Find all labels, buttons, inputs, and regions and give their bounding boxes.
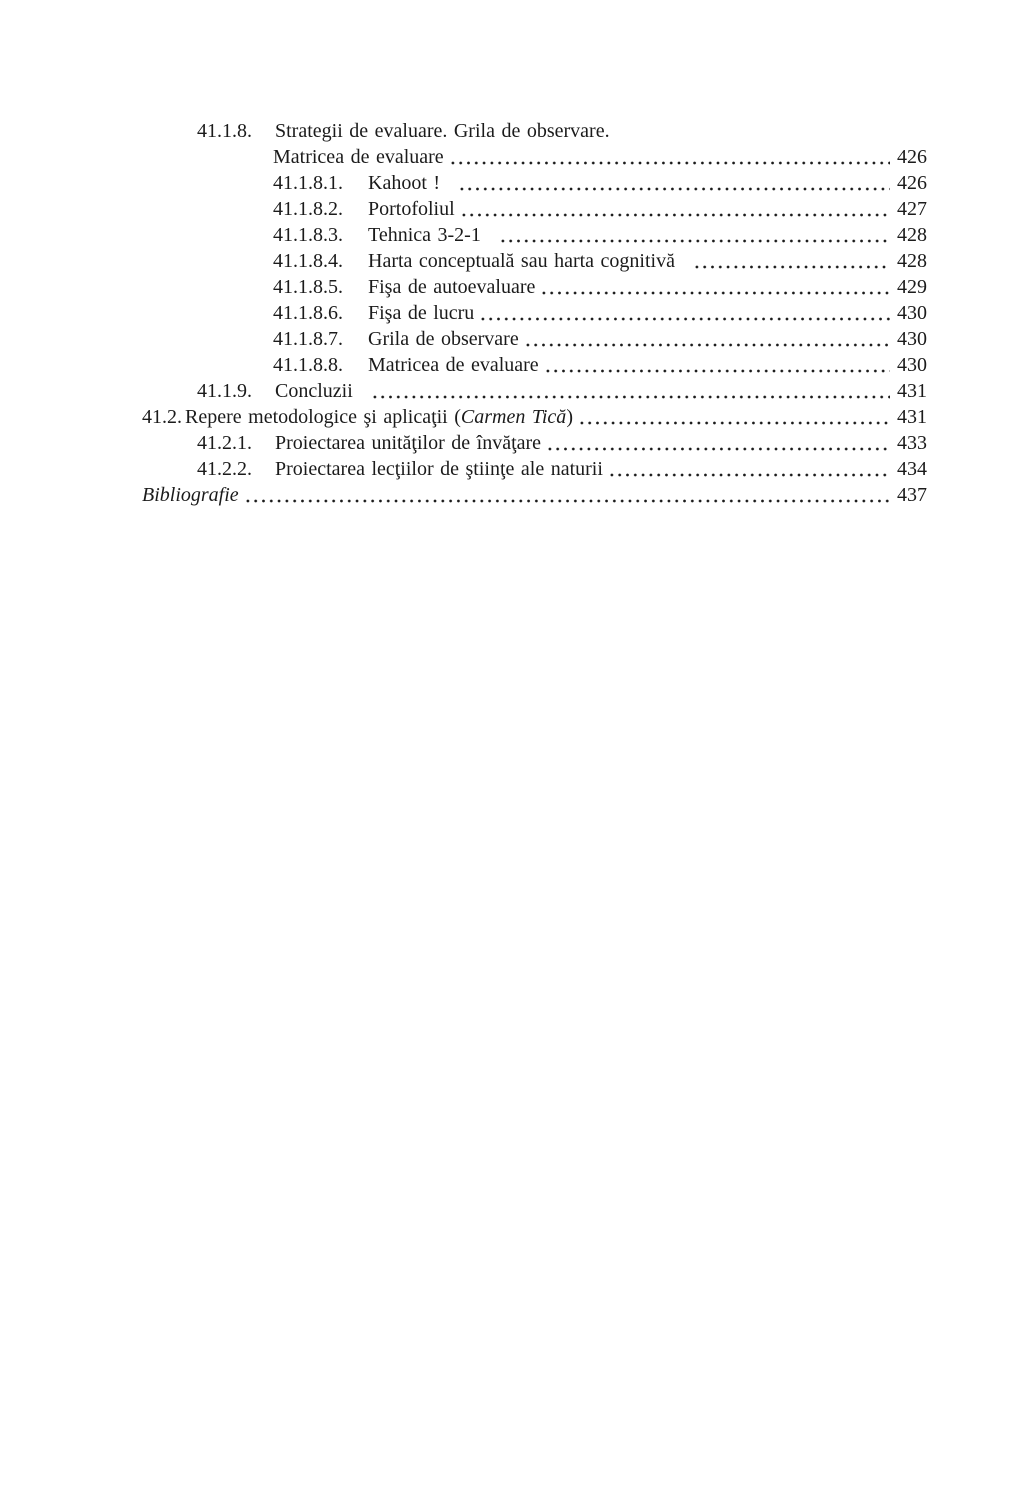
- toc-entry: [142, 378, 927, 404]
- toc-entry-page-number: 434: [897, 458, 927, 480]
- toc-entry: [142, 196, 927, 222]
- toc-entry-title-text: Concluzii: [275, 380, 353, 402]
- toc-entry-page-number: 428: [897, 224, 927, 246]
- dot-leader: [479, 317, 890, 321]
- dot-leader: [458, 187, 890, 191]
- toc-entry-page-number: 426: [897, 172, 927, 194]
- toc-entry-title[interactable]: [273, 144, 444, 170]
- dot-leader: [371, 395, 890, 399]
- toc-entry: [142, 430, 927, 456]
- toc-entry-title[interactable]: [275, 378, 353, 404]
- toc-entry-page-number: 426: [897, 146, 927, 168]
- dot-leader: [499, 239, 890, 243]
- toc-entry-title[interactable]: [368, 326, 519, 352]
- toc-entry-title-italic: Bibliografie: [142, 484, 239, 506]
- toc-entry: [142, 456, 927, 482]
- toc-entry-title-text: Portofoliul: [368, 198, 455, 220]
- dot-leader: [546, 447, 890, 451]
- toc-entry-page-number: 427: [897, 198, 927, 220]
- toc-entry: [142, 144, 927, 170]
- toc-entry-title[interactable]: [368, 300, 474, 326]
- toc-entry-title[interactable]: [275, 456, 603, 482]
- toc-entry-title-text: Proiectarea lecţiilor de ştiinţe ale naturii: [275, 458, 603, 480]
- dot-leader: [544, 369, 890, 373]
- toc-entry-title-text: Proiectarea unităţilor de învăţare: [275, 432, 542, 454]
- dot-leader: [693, 265, 890, 269]
- toc-entry-number: 41.1.8.3.: [273, 224, 343, 246]
- toc-entry-title-text: Fişa de autoevaluare: [368, 276, 536, 298]
- toc-entry-number: 41.2.: [142, 406, 182, 428]
- toc-entry-title[interactable]: [275, 118, 610, 144]
- toc-entry: [142, 170, 927, 196]
- toc-entry-number: 41.1.8.: [197, 120, 252, 142]
- toc-entry-number: 41.1.8.1.: [273, 172, 343, 194]
- toc-entry-page-number: 430: [897, 328, 927, 350]
- toc-entry: [142, 274, 927, 300]
- dot-leader: [608, 473, 890, 477]
- toc-entry-page-number: 429: [897, 276, 927, 298]
- toc-entry-title-text: Tehnica 3-2-1: [368, 224, 481, 246]
- toc-entry-number: 41.1.8.4.: [273, 250, 343, 272]
- toc-entry-title-text: Kahoot !: [368, 172, 441, 194]
- dot-leader: [449, 161, 890, 165]
- toc-entry-title[interactable]: [368, 222, 481, 248]
- toc-entry-title-text: ): [566, 406, 573, 428]
- toc-entry-page-number: 430: [897, 354, 927, 376]
- toc-entry-number: 41.1.9.: [197, 380, 252, 402]
- toc-entry-title-text: Harta conceptuală sau harta cognitivă: [368, 250, 675, 272]
- toc-entry: [142, 352, 927, 378]
- toc-entry-page-number: 437: [897, 484, 927, 506]
- toc-entry-title[interactable]: [185, 404, 573, 430]
- toc-entry-title-text: Repere metodologice şi aplicaţii (: [185, 406, 461, 428]
- toc-entry-number: 41.1.8.5.: [273, 276, 343, 298]
- toc-entry-page-number: 430: [897, 302, 927, 324]
- dot-leader: [578, 421, 890, 425]
- toc-entry-title-text: Grila de observare: [368, 328, 519, 350]
- toc-entry-title-text: Matricea de evaluare: [273, 146, 444, 168]
- toc-entry: [142, 118, 927, 144]
- toc-entry-title[interactable]: [142, 482, 239, 508]
- toc-entry-title[interactable]: [368, 170, 440, 196]
- toc-entry-title-text: Strategii de evaluare. Grila de observare.: [275, 120, 610, 142]
- toc-entry-page-number: 431: [897, 380, 927, 402]
- toc-entry-number: 41.1.8.6.: [273, 302, 343, 324]
- toc-entry: [142, 482, 927, 508]
- toc-entry-title-text: Fişa de lucru: [368, 302, 475, 324]
- toc-entry: [142, 248, 927, 274]
- dot-leader: [540, 291, 890, 295]
- dot-leader: [460, 213, 890, 217]
- toc-entry-page-number: 433: [897, 432, 927, 454]
- toc-entry-number: 41.2.1.: [197, 432, 252, 454]
- table-of-contents: [0, 0, 1024, 508]
- toc-entry-title[interactable]: [368, 274, 535, 300]
- toc-entry: [142, 326, 927, 352]
- toc-entry-page-number: 431: [897, 406, 927, 428]
- toc-entry-title[interactable]: [368, 196, 455, 222]
- toc-entry-number: 41.1.8.8.: [273, 354, 343, 376]
- toc-entry-title[interactable]: [275, 430, 541, 456]
- toc-entry-number: 41.1.8.7.: [273, 328, 343, 350]
- toc-entry-number: 41.1.8.2.: [273, 198, 343, 220]
- toc-entry-title[interactable]: [368, 248, 675, 274]
- toc-entry: [142, 404, 927, 430]
- toc-entry-page-number: 428: [897, 250, 927, 272]
- dot-leader: [524, 343, 890, 347]
- toc-entry: [142, 300, 927, 326]
- toc-entry-title[interactable]: [368, 352, 539, 378]
- toc-entry-title-italic: Carmen Tică: [460, 406, 567, 428]
- toc-entry: [142, 222, 927, 248]
- toc-entry-title-text: Matricea de evaluare: [368, 354, 539, 376]
- toc-entry-number: 41.2.2.: [197, 458, 252, 480]
- dot-leader: [244, 499, 890, 503]
